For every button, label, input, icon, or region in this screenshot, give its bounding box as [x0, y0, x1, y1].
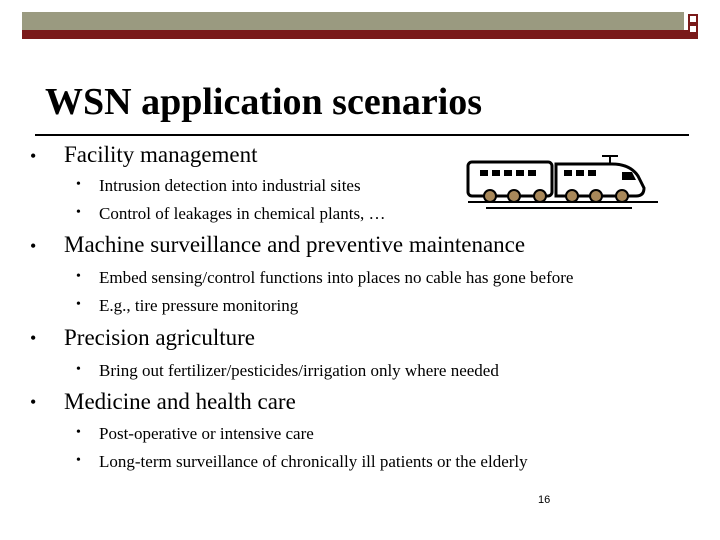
corner-square-top [688, 14, 698, 24]
list-item: Control of leakages in chemical plants, … [99, 204, 386, 223]
section-heading-medicine: Medicine and health care [64, 389, 296, 414]
list-item: Bring out fertilizer/pesticides/irrigation only where needed [99, 361, 499, 380]
sub-bullet: • [76, 177, 81, 192]
sub-bullet: • [76, 297, 81, 312]
train-icon [462, 152, 662, 214]
sub-bullet: • [76, 453, 81, 468]
header-band-red [22, 30, 698, 39]
sub-bullet: • [76, 269, 81, 284]
sub-bullet: • [76, 425, 81, 440]
list-item: Embed sensing/control functions into places no cable has gone before [99, 268, 574, 287]
list-item: Post-operative or intensive care [99, 424, 314, 443]
list-item: Intrusion detection into industrial sites [99, 176, 361, 195]
list-item: Long-term surveillance of chronically ill patients or the elderly [99, 452, 528, 471]
section-heading-agriculture: Precision agriculture [64, 325, 255, 350]
list-item: E.g., tire pressure monitoring [99, 296, 299, 315]
header-band-gray [22, 12, 684, 30]
page-number: 16 [538, 494, 551, 506]
bullet: • [30, 328, 37, 348]
corner-square-bottom [688, 24, 698, 34]
bullet: • [30, 146, 37, 166]
section-heading-facility: Facility management [64, 142, 258, 167]
section-heading-machine: Machine surveillance and preventive maintenance [64, 232, 526, 257]
sub-bullet: • [76, 205, 81, 220]
bullet: • [30, 392, 37, 412]
slide-title: WSN application scenarios [45, 81, 483, 123]
bullet: • [30, 236, 37, 256]
title-underline [35, 134, 689, 136]
sub-bullet: • [76, 362, 81, 377]
